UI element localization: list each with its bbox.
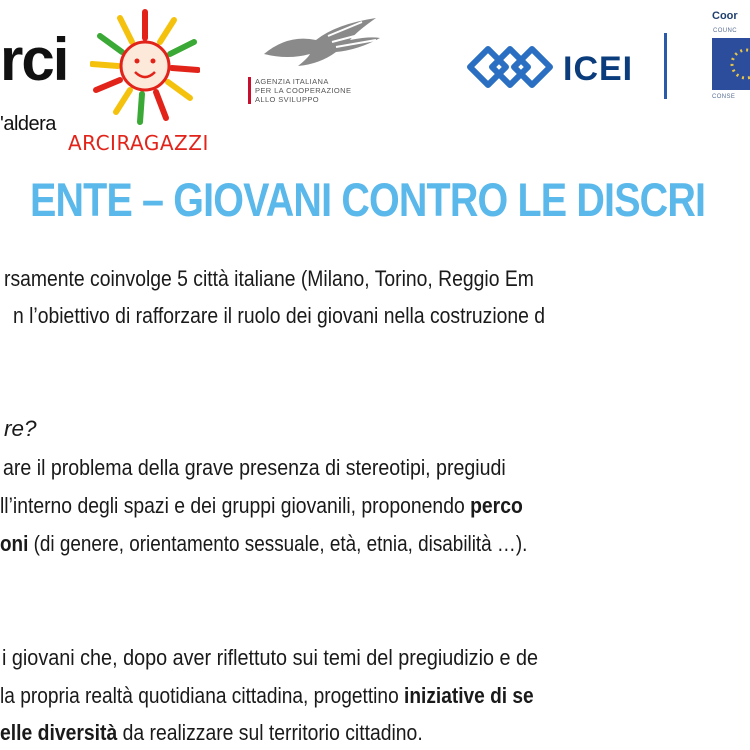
council-logo-caption: COUNC: [713, 28, 737, 34]
activity-line-3-bold: elle diversità: [0, 720, 118, 745]
question-line-3: [0, 533, 527, 556]
council-flag-icon: [712, 38, 750, 90]
aics-line: ALLO SVILUPPO: [255, 95, 319, 104]
aics-line: AGENZIA ITALIANA: [255, 77, 329, 86]
arciragazzi-sun-logo: [90, 6, 200, 132]
activity-line-3-text: da realizzare sul territorio cittadino.: [117, 720, 423, 745]
intro-line-2: n l’obiettivo di rafforzare il ruolo dei giovani nella costruzione d: [13, 303, 546, 328]
question-line-1: are il problema della grave presenza di stereotipi, pregiudi: [3, 455, 506, 480]
activity-line-2: [0, 685, 534, 708]
council-logo-caption-bottom: CONSE: [712, 94, 736, 100]
intro-line-1: rsamente coinvolge 5 città italiane (Milano, Torino, Reggio Em: [4, 266, 534, 291]
aics-logo-text: [248, 77, 415, 104]
page-title: ENTE – GIOVANI CONTRO LE DISCRI: [30, 173, 706, 226]
activity-line-1: i giovani che, dopo aver riflettuto sui temi del pregiudizio e de: [2, 645, 539, 670]
question-line-3-bold: oni: [0, 531, 29, 556]
activity-line-2-bold: iniziative di se: [404, 683, 534, 708]
arci-logo-text: rci: [0, 26, 68, 93]
icei-logo-mark: [466, 37, 554, 97]
logo-divider: [664, 33, 667, 99]
aics-line: PER LA COOPERAZIONE: [255, 86, 352, 95]
arciragazzi-label: ARCIRAGAZZI: [68, 131, 209, 155]
question-line-2: [0, 495, 523, 518]
activity-line-3: [0, 722, 423, 745]
arci-logo-subtitle: 'aldera: [0, 113, 56, 135]
question-line-3-text: (di genere, orientamento sessuale, età, etnia, disabilità …).: [28, 531, 528, 556]
dove-icon: [258, 14, 382, 74]
activity-line-2-text: la propria realtà quotidiana cittadina, progettino: [0, 683, 405, 708]
icei-logo-text: ICEI: [563, 50, 634, 88]
section-heading: re?: [4, 416, 37, 441]
question-line-2-bold: perco: [470, 493, 523, 518]
question-line-2-text: ll’interno degli spazi e dei gruppi giovanili, proponendo: [0, 493, 471, 518]
council-logo-text: Coor: [712, 10, 738, 22]
